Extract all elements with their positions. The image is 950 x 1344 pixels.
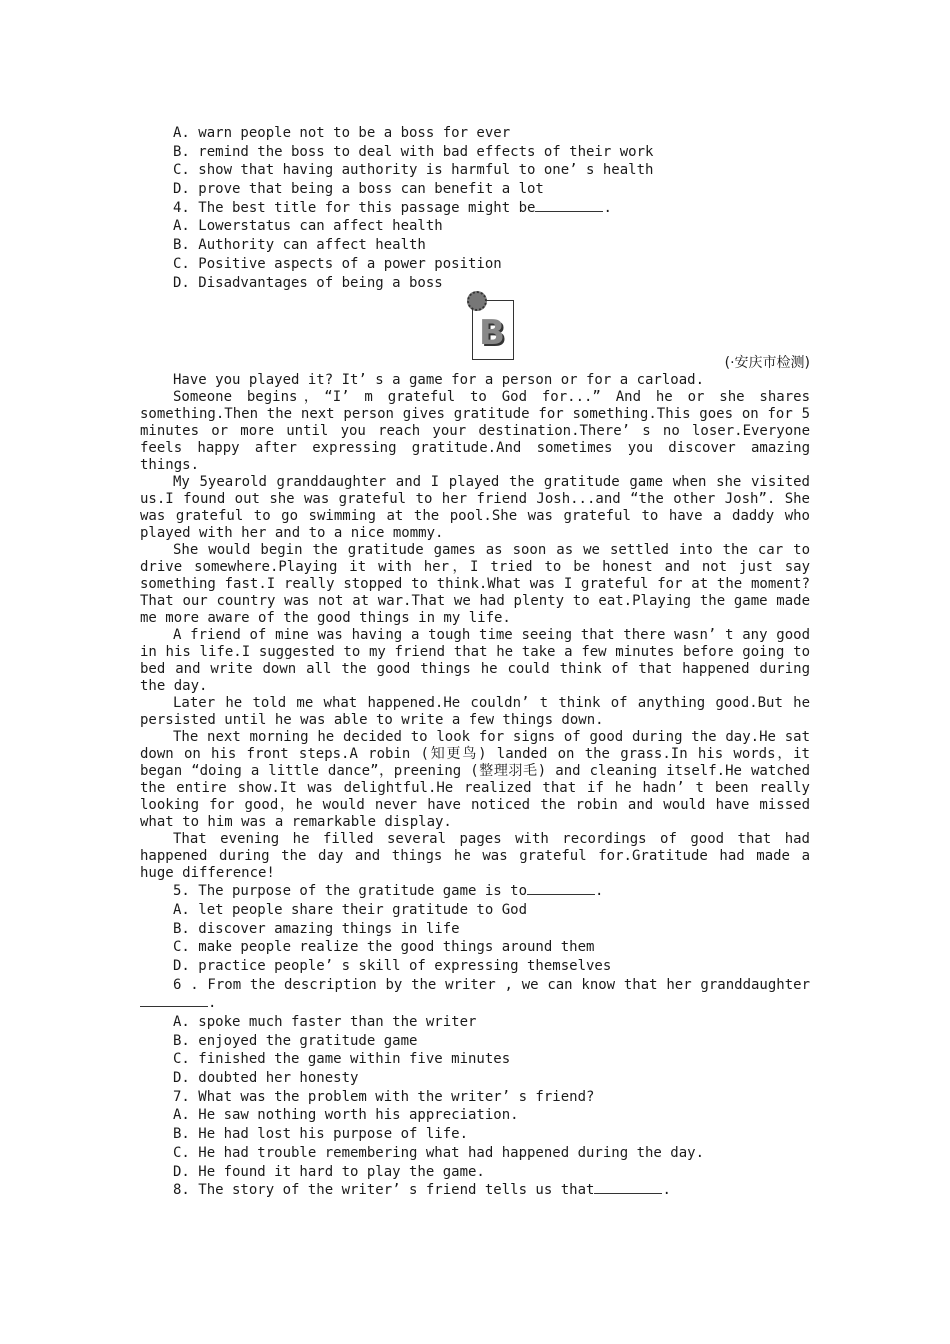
q4-option-b: B. Authority can affect health — [173, 237, 426, 254]
q4-stem-end: . — [603, 199, 612, 216]
q8-stem-text: 8. The story of the writer’ s friend tells us that — [173, 1182, 595, 1199]
q6-option-d: D. doubted her honesty — [173, 1070, 359, 1087]
q7-option-b: B. He had lost his purpose of life. — [173, 1126, 469, 1143]
q4-option-d: D. Disadvantages of being a boss — [173, 274, 443, 291]
gear-icon — [467, 291, 487, 311]
answer-blank — [140, 994, 208, 1007]
passage-paragraph-4: She would begin the gratitude games as soon as we settled into the car to drive somewhere.Playing it with her，I tried to be honest and not just say something fast.I really stopped to think.What was I grateful for at the moment? That our country was not at war.That we had plenty to eat.Playing the game made me more aware of the good things in my life. — [140, 542, 810, 627]
q5-stem-end: . — [595, 883, 604, 900]
section-b-badge — [472, 300, 514, 360]
answer-blank — [594, 1181, 662, 1194]
q6-stem-end: . — [208, 995, 217, 1012]
q7-option-c: C. He had trouble remembering what had happened during the day. — [173, 1144, 705, 1161]
q5-option-b: B. discover amazing things in life — [173, 920, 460, 937]
q4-stem — [140, 199, 810, 218]
passage-paragraph-2: Someone begins，“I’ m grateful to God for...” And he or she shares something.Then the next person gives gratitude for something.This goes on for 5 minutes or more until you reach your destination.There’ s no loser.Everyone feels happy after expressing gratitude.And sometimes you discover amazing things. — [140, 389, 810, 474]
q5-option-d: D. practice people’ s skill of expressing themselves — [173, 957, 612, 974]
q5-stem — [140, 882, 810, 901]
passage-paragraph-7: The next morning he decided to look for signs of good during the day.He sat down on his front steps.A robin (知更鸟) landed on the grass.In his words，it began “doing a little dance”，preening (整理羽毛) and cleaning itself.He watched the entire show.It was delightful.He realized that if he hadn’ t been really looking for good，he would never have noticed the robin and would have missed what to him was a remarkable display. — [140, 729, 810, 831]
answer-blank — [535, 199, 603, 212]
passage-paragraph-5: A friend of mine was having a tough time seeing that there wasn’ t any good in his life.I suggested to my friend that he take a few minutes before going to bed and write down all the good things he could think of that happened during the day. — [140, 627, 810, 695]
q6-stem-text: 6 . From the description by the writer , we can know that her granddaughter — [173, 976, 810, 993]
q8-stem-end: . — [662, 1182, 671, 1199]
passage-paragraph-1: Have you played it? It’ s a game for a person or for a carload. — [173, 372, 705, 389]
q3-option-a: A. warn people not to be a boss for ever — [173, 125, 511, 141]
q6-option-b: B. enjoyed the gratitude game — [173, 1032, 418, 1049]
q4-option-a: A. Lowerstatus can affect health — [173, 218, 443, 235]
q6-stem — [140, 976, 810, 1013]
q6-option-a: A. spoke much faster than the writer — [173, 1014, 477, 1031]
q4-option-c: C. Positive aspects of a power position — [173, 255, 502, 272]
passage-paragraph-8: That evening he filled several pages with recordings of good that had happened during the day and things he was grateful for.Gratitude had made a huge difference! — [140, 831, 810, 882]
source-note: (·安庆市检测) — [724, 355, 810, 372]
q8-stem — [140, 1181, 810, 1200]
q7-option-d: D. He found it hard to play the game. — [173, 1163, 485, 1180]
q3-option-b: B. remind the boss to deal with bad effects of their work — [173, 143, 654, 160]
worksheet-page — [140, 124, 810, 1200]
q5-option-c: C. make people realize the good things around them — [173, 939, 595, 956]
q4-stem-text: 4. The best title for this passage might be — [173, 199, 536, 216]
q3-option-c: C. show that having authority is harmful to one’ s health — [173, 162, 654, 179]
q5-option-a: A. let people share their gratitude to God — [173, 901, 528, 918]
q7-option-a: A. He saw nothing worth his appreciation. — [173, 1107, 519, 1124]
answer-blank — [527, 882, 595, 895]
q7-stem: 7. What was the problem with the writer’ s friend? — [173, 1088, 595, 1105]
q3-option-d: D. prove that being a boss can benefit a lot — [173, 181, 544, 198]
section-letter: B — [479, 313, 505, 354]
passage-paragraph-6: Later he told me what happened.He couldn’ t think of anything good.But he persisted until he was able to write a few things down. — [140, 695, 810, 729]
q5-stem-text: 5. The purpose of the gratitude game is to — [173, 883, 528, 900]
section-badge-area — [140, 292, 810, 354]
q6-option-c: C. finished the game within five minutes — [173, 1051, 511, 1068]
passage-paragraph-3: My 5yearold granddaughter and I played the gratitude game when she visited us.I found out she was grateful to her friend Josh...and “the other Josh”. She was grateful to go swimming at the pool.She was grateful to have a daddy who played with her and to a nice mommy. — [140, 474, 810, 542]
